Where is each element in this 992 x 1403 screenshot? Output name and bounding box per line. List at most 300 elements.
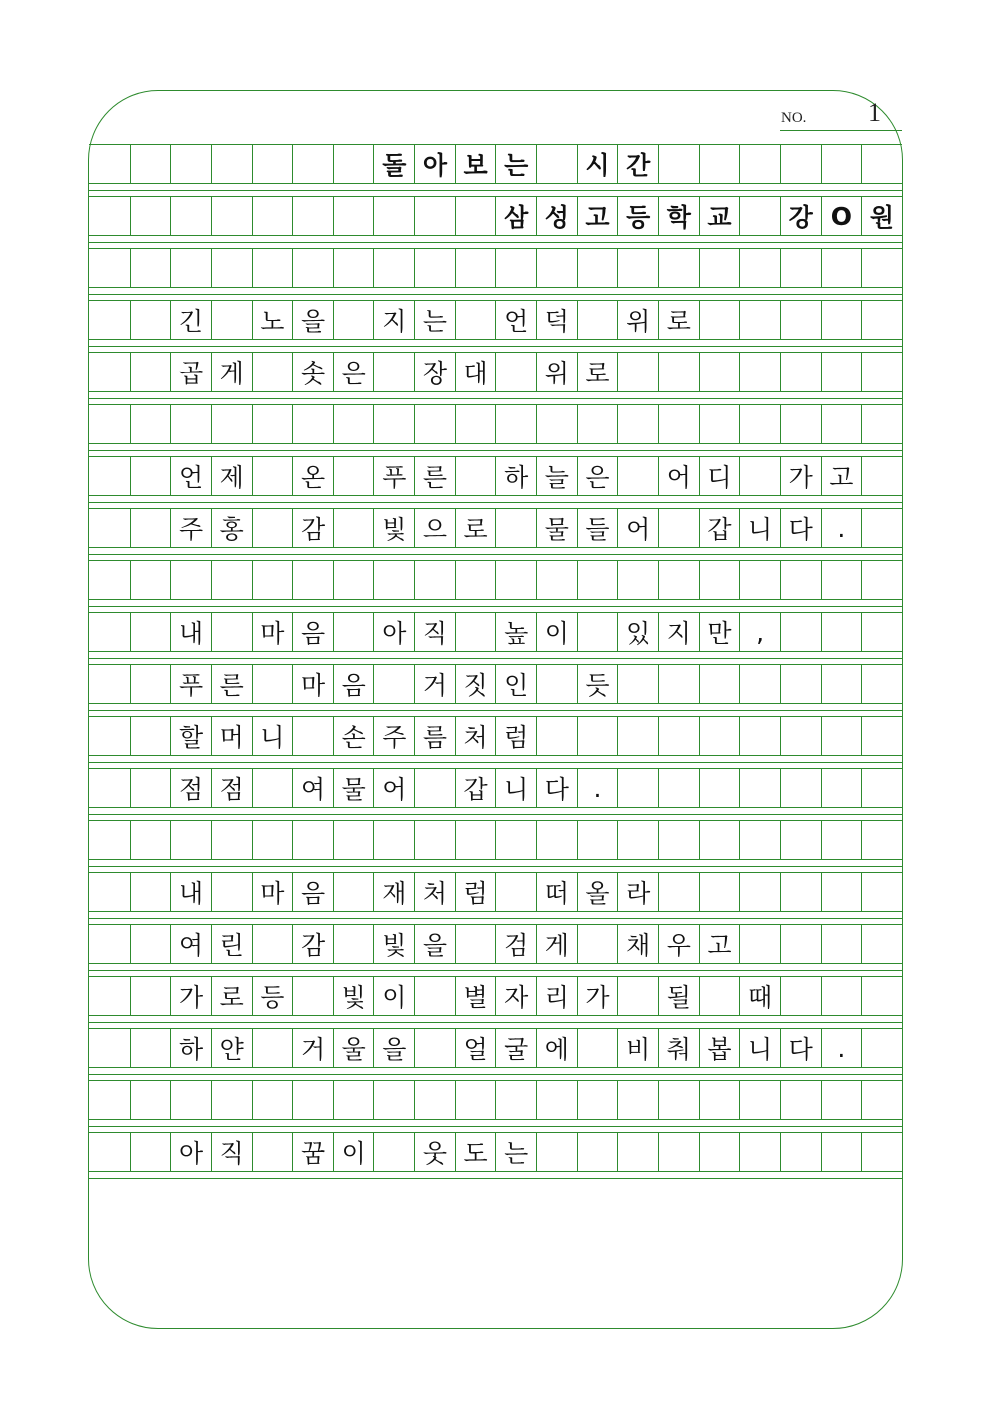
grid-cell: 주 <box>170 509 211 547</box>
grid-cell <box>130 249 171 287</box>
grid-cell <box>821 353 862 391</box>
grid-cell <box>780 613 821 651</box>
grid-cell <box>699 1081 740 1119</box>
grid-cell <box>333 1081 374 1119</box>
grid-cell <box>699 561 740 599</box>
grid-cell <box>455 249 496 287</box>
grid-cell <box>130 873 171 911</box>
grid-cell <box>130 561 171 599</box>
grid-cell: 니 <box>739 1029 780 1067</box>
grid-row <box>89 1028 902 1080</box>
grid-cell <box>130 1081 171 1119</box>
grid-cell <box>699 353 740 391</box>
grid-cell <box>495 249 536 287</box>
grid-cell <box>211 301 252 339</box>
grid-spacer-line <box>89 710 902 711</box>
grid-cell <box>211 873 252 911</box>
grid-cell: 빛 <box>333 977 374 1015</box>
grid-cell: 점 <box>170 769 211 807</box>
grid-cell: 에 <box>536 1029 577 1067</box>
grid-cell <box>617 561 658 599</box>
grid-cell: 짓 <box>455 665 496 703</box>
grid-row-cells <box>89 1132 902 1172</box>
page-number-underline <box>780 130 902 131</box>
grid-cell <box>739 873 780 911</box>
grid-cell <box>130 717 171 755</box>
grid-cell: 처 <box>414 873 455 911</box>
grid-cell <box>699 977 740 1015</box>
grid-cell: 주 <box>373 717 414 755</box>
grid-cell <box>699 665 740 703</box>
grid-row-cells <box>89 716 902 756</box>
grid-cell <box>89 925 130 963</box>
grid-cell <box>658 717 699 755</box>
grid-cell: 지 <box>373 301 414 339</box>
grid-cell: 음 <box>333 665 374 703</box>
grid-cell <box>861 457 902 495</box>
grid-cell: 만 <box>699 613 740 651</box>
grid-cell <box>130 197 171 235</box>
grid-cell: 재 <box>373 873 414 911</box>
grid-cell <box>414 769 455 807</box>
grid-cell <box>170 821 211 859</box>
manuscript-grid <box>89 144 902 1184</box>
grid-cell <box>89 977 130 1015</box>
grid-cell: 여 <box>292 769 333 807</box>
grid-cell <box>89 717 130 755</box>
grid-cell: 디 <box>699 457 740 495</box>
grid-cell <box>577 821 618 859</box>
grid-cell <box>536 717 577 755</box>
grid-row <box>89 612 902 664</box>
grid-cell: 내 <box>170 613 211 651</box>
grid-cell: 는 <box>495 1133 536 1171</box>
grid-cell: 여 <box>170 925 211 963</box>
grid-cell <box>130 509 171 547</box>
grid-cell <box>252 197 293 235</box>
grid-row <box>89 976 902 1028</box>
grid-cell: 고 <box>821 457 862 495</box>
grid-cell: 아 <box>414 145 455 183</box>
grid-cell: 가 <box>780 457 821 495</box>
grid-spacer-line <box>89 1022 902 1023</box>
grid-cell <box>821 1133 862 1171</box>
grid-cell <box>211 613 252 651</box>
grid-cell <box>739 353 780 391</box>
grid-cell <box>333 925 374 963</box>
grid-cell <box>211 249 252 287</box>
grid-cell: 푸 <box>170 665 211 703</box>
grid-cell <box>780 821 821 859</box>
grid-cell <box>780 1133 821 1171</box>
grid-cell <box>780 925 821 963</box>
grid-cell <box>495 821 536 859</box>
grid-spacer-line <box>89 970 902 971</box>
grid-cell <box>252 405 293 443</box>
grid-cell <box>455 925 496 963</box>
grid-cell <box>455 457 496 495</box>
grid-row-cells <box>89 456 902 496</box>
grid-row <box>89 404 902 456</box>
grid-cell <box>658 509 699 547</box>
grid-cell <box>373 249 414 287</box>
grid-cell <box>252 821 293 859</box>
grid-cell: 곱 <box>170 353 211 391</box>
grid-cell <box>699 405 740 443</box>
grid-row-cells <box>89 820 902 860</box>
grid-cell <box>739 717 780 755</box>
grid-cell <box>252 665 293 703</box>
grid-cell <box>821 405 862 443</box>
grid-cell <box>821 769 862 807</box>
grid-cell <box>373 1133 414 1171</box>
grid-cell <box>536 249 577 287</box>
grid-cell <box>211 197 252 235</box>
grid-cell <box>455 405 496 443</box>
grid-cell: 게 <box>211 353 252 391</box>
grid-cell: 간 <box>617 145 658 183</box>
grid-cell <box>89 353 130 391</box>
grid-spacer-line <box>89 398 902 399</box>
grid-row <box>89 872 902 924</box>
grid-cell <box>821 717 862 755</box>
grid-cell <box>130 613 171 651</box>
grid-cell <box>252 925 293 963</box>
grid-spacer-line <box>89 450 902 451</box>
grid-cell <box>252 145 293 183</box>
grid-cell: 하 <box>170 1029 211 1067</box>
grid-cell <box>739 405 780 443</box>
grid-cell <box>130 665 171 703</box>
grid-cell <box>861 665 902 703</box>
grid-cell: 시 <box>577 145 618 183</box>
grid-cell <box>617 1081 658 1119</box>
grid-cell: 강 <box>780 197 821 235</box>
grid-cell <box>89 457 130 495</box>
grid-cell <box>130 1133 171 1171</box>
grid-cell <box>211 1081 252 1119</box>
grid-cell: 울 <box>333 1029 374 1067</box>
grid-row <box>89 196 902 248</box>
grid-cell <box>333 457 374 495</box>
grid-cell <box>333 197 374 235</box>
grid-cell <box>89 197 130 235</box>
grid-cell <box>333 145 374 183</box>
grid-cell <box>170 197 211 235</box>
grid-cell <box>861 353 902 391</box>
grid-cell: 교 <box>699 197 740 235</box>
grid-cell: 늘 <box>536 457 577 495</box>
grid-cell <box>455 197 496 235</box>
grid-cell: 언 <box>495 301 536 339</box>
grid-cell: 을 <box>292 301 333 339</box>
grid-cell <box>861 1029 902 1067</box>
grid-cell <box>617 405 658 443</box>
grid-cell <box>89 665 130 703</box>
grid-cell <box>130 405 171 443</box>
grid-cell: 게 <box>536 925 577 963</box>
grid-cell <box>699 249 740 287</box>
grid-cell: 은 <box>333 353 374 391</box>
grid-spacer-line <box>89 1126 902 1127</box>
grid-cell <box>658 769 699 807</box>
grid-cell <box>536 665 577 703</box>
grid-cell <box>252 1081 293 1119</box>
grid-cell: 홍 <box>211 509 252 547</box>
grid-cell <box>739 301 780 339</box>
grid-spacer-line <box>89 502 902 503</box>
grid-row-cells <box>89 560 902 600</box>
grid-cell <box>658 1133 699 1171</box>
grid-cell <box>617 457 658 495</box>
grid-cell <box>780 717 821 755</box>
grid-cell: 푸 <box>373 457 414 495</box>
grid-cell <box>130 977 171 1015</box>
grid-cell <box>373 665 414 703</box>
grid-cell <box>739 1133 780 1171</box>
grid-cell: 검 <box>495 925 536 963</box>
grid-cell <box>699 301 740 339</box>
grid-cell: 직 <box>211 1133 252 1171</box>
grid-cell <box>821 873 862 911</box>
grid-cell <box>536 145 577 183</box>
grid-cell: 로 <box>658 301 699 339</box>
grid-cell <box>455 821 496 859</box>
grid-cell <box>292 405 333 443</box>
grid-cell <box>658 821 699 859</box>
grid-row <box>89 820 902 872</box>
grid-cell <box>536 561 577 599</box>
grid-cell <box>89 405 130 443</box>
grid-row <box>89 300 902 352</box>
grid-cell <box>252 1029 293 1067</box>
grid-cell: 거 <box>292 1029 333 1067</box>
grid-cell <box>861 249 902 287</box>
grid-cell: 장 <box>414 353 455 391</box>
grid-cell: 가 <box>577 977 618 1015</box>
grid-cell: 고 <box>577 197 618 235</box>
grid-cell: 럼 <box>455 873 496 911</box>
grid-cell: 학 <box>658 197 699 235</box>
grid-cell: 비 <box>617 1029 658 1067</box>
grid-cell <box>658 665 699 703</box>
grid-cell <box>414 1081 455 1119</box>
grid-row-cells <box>89 352 902 392</box>
grid-cell <box>821 561 862 599</box>
grid-cell <box>414 821 455 859</box>
grid-cell: 떠 <box>536 873 577 911</box>
grid-cell <box>861 977 902 1015</box>
grid-row <box>89 768 902 820</box>
grid-cell: 별 <box>455 977 496 1015</box>
grid-cell: 덕 <box>536 301 577 339</box>
grid-row-cells <box>89 404 902 444</box>
grid-row-cells <box>89 924 902 964</box>
grid-row <box>89 1080 902 1132</box>
grid-cell <box>130 353 171 391</box>
grid-cell <box>617 249 658 287</box>
grid-cell <box>89 509 130 547</box>
grid-cell <box>739 1081 780 1119</box>
grid-cell <box>861 717 902 755</box>
grid-cell: 될 <box>658 977 699 1015</box>
grid-spacer-line <box>89 242 902 243</box>
grid-row-cells <box>89 1080 902 1120</box>
grid-cell: 물 <box>536 509 577 547</box>
grid-cell: 인 <box>495 665 536 703</box>
grid-row <box>89 560 902 612</box>
grid-cell <box>373 821 414 859</box>
page-number-label: NO. <box>781 110 807 126</box>
grid-spacer-line <box>89 866 902 867</box>
grid-cell <box>333 873 374 911</box>
grid-spacer-line <box>89 190 902 191</box>
grid-spacer-line <box>89 1074 902 1075</box>
grid-cell <box>739 249 780 287</box>
grid-cell <box>780 977 821 1015</box>
grid-cell: 니 <box>252 717 293 755</box>
grid-cell: 얀 <box>211 1029 252 1067</box>
grid-cell: 등 <box>252 977 293 1015</box>
grid-row <box>89 1132 902 1184</box>
grid-cell <box>89 873 130 911</box>
grid-cell <box>414 249 455 287</box>
grid-cell <box>130 769 171 807</box>
grid-cell: 점 <box>211 769 252 807</box>
grid-cell <box>292 249 333 287</box>
grid-cell <box>373 405 414 443</box>
grid-cell: . <box>577 769 618 807</box>
grid-spacer-line <box>89 554 902 555</box>
grid-cell <box>699 717 740 755</box>
grid-cell: 얼 <box>455 1029 496 1067</box>
grid-cell <box>577 1081 618 1119</box>
grid-row <box>89 716 902 768</box>
grid-cell <box>617 717 658 755</box>
grid-cell <box>536 1081 577 1119</box>
grid-cell <box>130 301 171 339</box>
grid-cell <box>821 977 862 1015</box>
grid-cell <box>89 1081 130 1119</box>
grid-cell: 제 <box>211 457 252 495</box>
grid-cell <box>292 145 333 183</box>
grid-cell <box>495 873 536 911</box>
grid-row <box>89 508 902 560</box>
grid-cell: 른 <box>414 457 455 495</box>
grid-cell: 온 <box>292 457 333 495</box>
grid-spacer-line <box>89 1178 902 1179</box>
grid-cell <box>617 353 658 391</box>
grid-cell: 원 <box>861 197 902 235</box>
grid-cell: 위 <box>536 353 577 391</box>
grid-cell: 손 <box>333 717 374 755</box>
grid-row <box>89 664 902 716</box>
grid-cell <box>170 145 211 183</box>
grid-cell: 가 <box>170 977 211 1015</box>
grid-cell: 을 <box>373 1029 414 1067</box>
grid-row-cells <box>89 300 902 340</box>
grid-cell <box>89 613 130 651</box>
grid-cell: 갑 <box>699 509 740 547</box>
grid-cell <box>617 769 658 807</box>
grid-cell <box>739 457 780 495</box>
grid-cell <box>292 717 333 755</box>
grid-cell: 물 <box>333 769 374 807</box>
grid-cell <box>821 301 862 339</box>
grid-row <box>89 456 902 508</box>
grid-cell: O <box>821 197 862 235</box>
grid-cell <box>252 509 293 547</box>
grid-row <box>89 144 902 196</box>
grid-cell: 돌 <box>373 145 414 183</box>
grid-cell <box>861 873 902 911</box>
grid-cell <box>252 249 293 287</box>
grid-cell <box>495 353 536 391</box>
grid-cell: 내 <box>170 873 211 911</box>
grid-cell <box>780 561 821 599</box>
grid-cell <box>861 301 902 339</box>
grid-cell: 삼 <box>495 197 536 235</box>
grid-cell: 도 <box>455 1133 496 1171</box>
grid-cell: 는 <box>414 301 455 339</box>
grid-cell: 음 <box>292 873 333 911</box>
grid-cell <box>780 405 821 443</box>
grid-cell <box>170 249 211 287</box>
grid-cell <box>373 1081 414 1119</box>
grid-cell: 니 <box>495 769 536 807</box>
grid-cell <box>577 561 618 599</box>
grid-cell <box>861 405 902 443</box>
grid-cell: 감 <box>292 509 333 547</box>
grid-cell <box>536 405 577 443</box>
grid-row <box>89 248 902 300</box>
grid-cell <box>739 197 780 235</box>
grid-cell: 아 <box>170 1133 211 1171</box>
grid-cell: 빛 <box>373 925 414 963</box>
grid-cell <box>373 197 414 235</box>
grid-cell <box>699 769 740 807</box>
grid-cell <box>373 353 414 391</box>
grid-cell <box>861 561 902 599</box>
grid-cell: 이 <box>333 1133 374 1171</box>
grid-cell <box>861 613 902 651</box>
grid-row-cells <box>89 1028 902 1068</box>
grid-cell: 른 <box>211 665 252 703</box>
grid-cell <box>211 145 252 183</box>
grid-cell <box>658 249 699 287</box>
grid-row-cells <box>89 872 902 912</box>
grid-cell <box>780 249 821 287</box>
grid-cell: 로 <box>577 353 618 391</box>
grid-row <box>89 924 902 976</box>
grid-cell <box>780 301 821 339</box>
grid-cell: 들 <box>577 509 618 547</box>
grid-cell: , <box>739 613 780 651</box>
grid-cell <box>373 561 414 599</box>
grid-cell <box>861 821 902 859</box>
grid-cell: 웃 <box>414 1133 455 1171</box>
grid-cell <box>333 301 374 339</box>
grid-cell <box>170 405 211 443</box>
grid-cell <box>252 769 293 807</box>
grid-spacer-line <box>89 294 902 295</box>
grid-cell <box>292 821 333 859</box>
grid-cell <box>658 873 699 911</box>
grid-cell: 는 <box>495 145 536 183</box>
grid-cell <box>617 821 658 859</box>
grid-cell <box>252 353 293 391</box>
grid-cell: 아 <box>373 613 414 651</box>
